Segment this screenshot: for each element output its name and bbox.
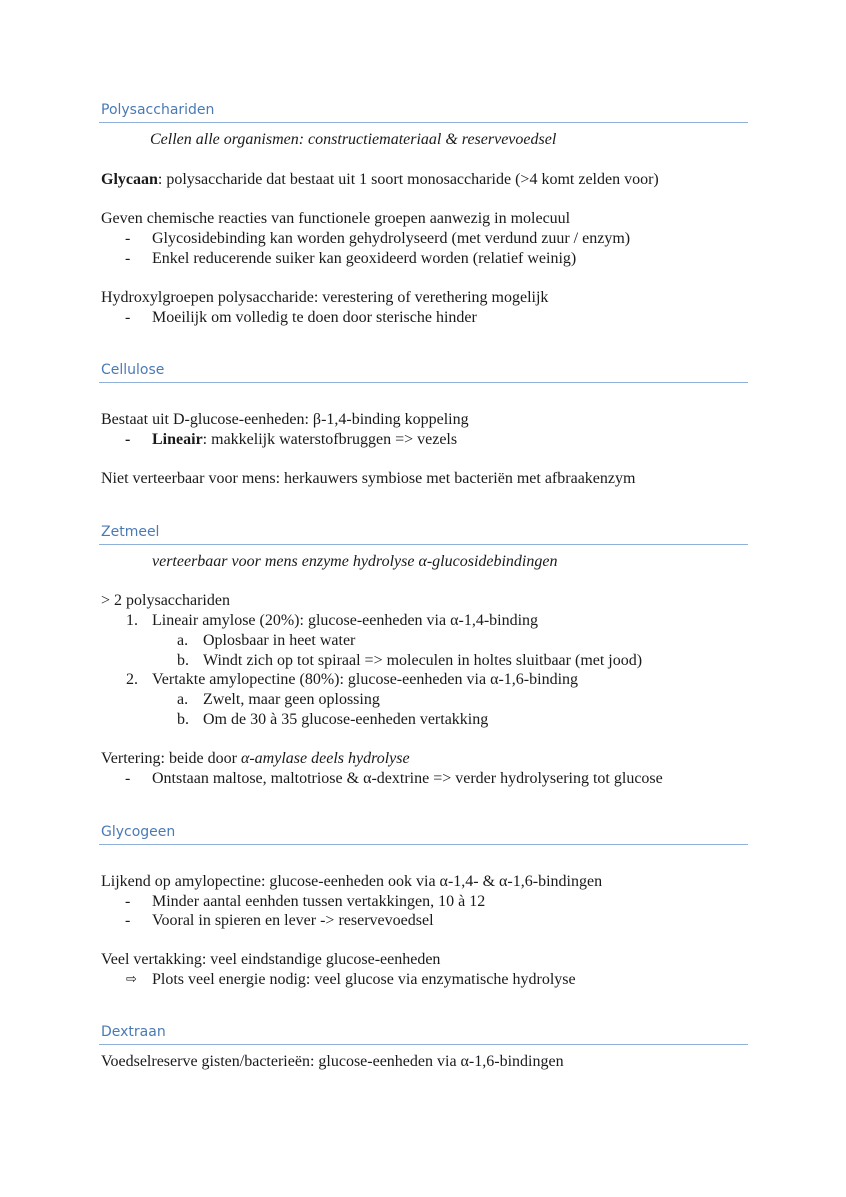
glycaan-term: Glycaan — [101, 171, 158, 188]
glycaan-text: : polysaccharide dat bestaat uit 1 soort monosaccharide (>4 komt zelden voor) — [157, 171, 659, 188]
section-heading-zetmeel: Zetmeel — [101, 524, 160, 540]
paragraph: Veel vertakking: veel eindstandige glucose-eenheden — [101, 951, 441, 968]
section-heading-cellulose: Cellulose — [101, 362, 165, 378]
paragraph: Lijkend op amylopectine: glucose-eenheden ook via α-1,4- & α-1,6-bindingen — [101, 873, 603, 890]
sublist-item: Oplosbaar in heet water — [203, 632, 356, 649]
sublist-letter: b. — [177, 652, 189, 669]
lineair-term: Lineair — [152, 431, 203, 448]
vertering-italic: α-amylase deels hydrolyse — [240, 750, 410, 767]
sublist-letter: b. — [177, 711, 189, 728]
section-subtitle: verteerbaar voor mens enzyme hydrolyse α-glucosidebindingen — [152, 553, 558, 570]
glycaan-definition — [101, 170, 659, 190]
section-divider — [99, 1044, 748, 1045]
list-item: Lineair amylose (20%): glucose-eenheden via α-1,4-binding — [152, 612, 539, 629]
list-bullet: - — [125, 309, 131, 326]
section-divider — [99, 844, 748, 845]
section-divider — [99, 122, 748, 123]
list-number: 2. — [126, 671, 138, 688]
list-item: Plots veel energie nodig: veel glucose via enzymatische hydrolyse — [152, 971, 576, 988]
section-heading-dextraan: Dextraan — [101, 1024, 166, 1040]
vertering-paragraph — [101, 749, 410, 769]
section-subtitle: Cellen alle organismen: constructiemateriaal & reservevoedsel — [150, 131, 557, 148]
list-bullet: - — [125, 230, 131, 247]
arrow-right-icon: ⇨ — [126, 972, 137, 987]
sublist-item: Windt zich op tot spiraal => moleculen in holtes sluitbaar (met jood) — [203, 652, 643, 669]
lineair-text: : makkelijk waterstofbruggen => vezels — [202, 431, 458, 448]
section-divider — [99, 382, 748, 383]
list-item: Enkel reducerende suiker kan geoxideerd worden (relatief weinig) — [152, 250, 577, 267]
list-item — [152, 430, 457, 450]
list-bullet: - — [125, 770, 131, 787]
list-number: 1. — [126, 612, 138, 629]
sublist-letter: a. — [177, 632, 189, 649]
paragraph: Bestaat uit D-glucose-eenheden: β-1,4-binding koppeling — [101, 411, 469, 428]
list-item: Minder aantal eenhden tussen vertakkingen, 10 à 12 — [152, 893, 486, 910]
list-bullet: - — [125, 250, 131, 267]
list-item: Ontstaan maltose, maltotriose & α-dextrine => verder hydrolysering tot glucose — [152, 770, 663, 787]
section-divider — [99, 544, 748, 545]
sublist-letter: a. — [177, 691, 189, 708]
sublist-item: Zwelt, maar geen oplossing — [203, 691, 380, 708]
list-item: Vertakte amylopectine (80%): glucose-eenheden via α-1,6-binding — [152, 671, 579, 688]
list-item: Moeilijk om volledig te doen door sterische hinder — [152, 309, 477, 326]
paragraph: Voedselreserve gisten/bacterieën: glucose-eenheden via α-1,6-bindingen — [101, 1053, 564, 1070]
section-heading-glycogeen: Glycogeen — [101, 824, 176, 840]
vertering-lead: Vertering: beide door — [101, 750, 241, 767]
list-item: Glycosidebinding kan worden gehydrolyseerd (met verdund zuur / enzym) — [152, 230, 631, 247]
paragraph: Geven chemische reacties van functionele groepen aanwezig in molecuul — [101, 210, 571, 227]
paragraph: Hydroxylgroepen polysaccharide: verestering of verethering mogelijk — [101, 289, 549, 306]
paragraph: Niet verteerbaar voor mens: herkauwers symbiose met bacteriën met afbraakenzym — [101, 470, 636, 487]
paragraph: > 2 polysacchariden — [101, 592, 230, 609]
section-heading-polysacchariden: Polysacchariden — [101, 102, 215, 118]
list-bullet: - — [125, 893, 131, 910]
sublist-item: Om de 30 à 35 glucose-eenheden vertakking — [203, 711, 489, 728]
list-bullet: - — [125, 431, 131, 448]
list-item: Vooral in spieren en lever -> reservevoedsel — [152, 912, 434, 929]
list-bullet: - — [125, 912, 131, 929]
